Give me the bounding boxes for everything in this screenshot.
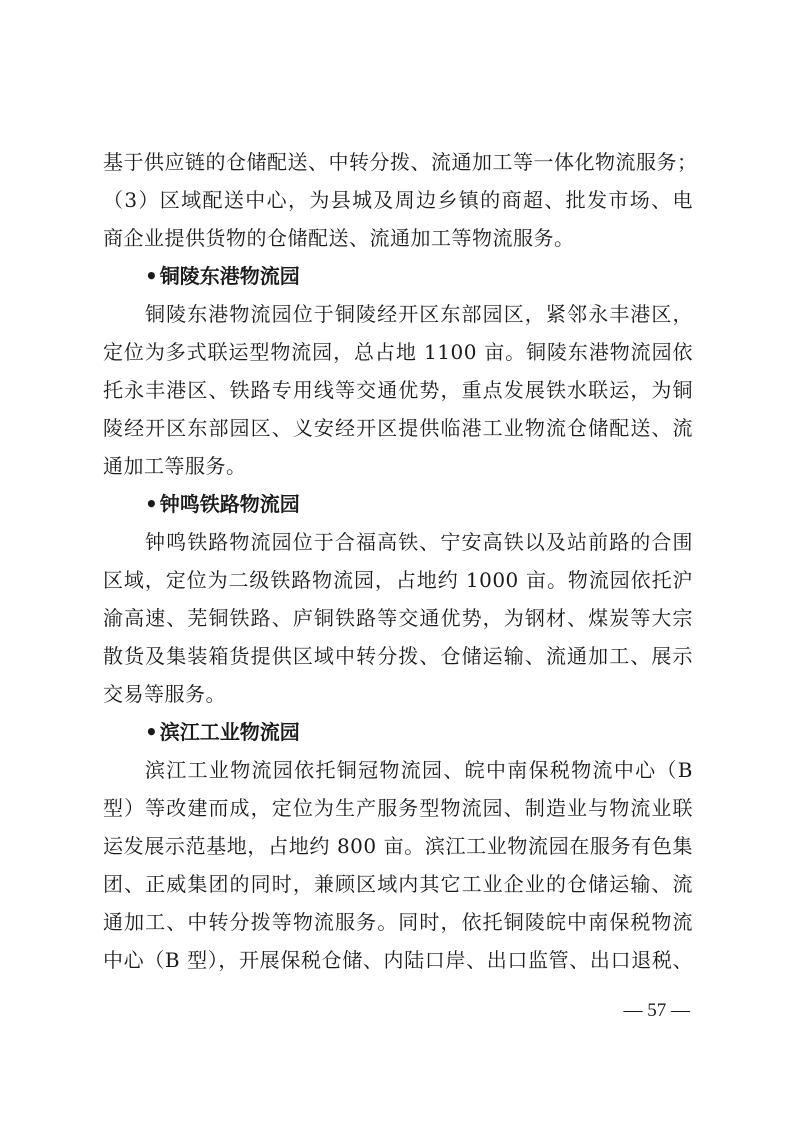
section-heading bbox=[103, 713, 693, 751]
paragraph bbox=[103, 295, 693, 485]
text-line: 渝高速、芜铜铁路、庐铜铁路等交通优势，为钢材、煤炭等大宗 bbox=[103, 606, 693, 630]
bullet-icon: • bbox=[145, 264, 158, 288]
text-line: 中心（B 型），开展保税仓储、内陆口岸、出口监管、出口退税、 bbox=[103, 948, 693, 972]
text-line: 滨江工业物流园依托铜冠物流园、皖中南保税物流中心（B bbox=[145, 758, 693, 782]
heading-text: 钟鸣铁路物流园 bbox=[159, 492, 300, 516]
heading-text: 滨江工业物流园 bbox=[159, 720, 300, 744]
section-heading bbox=[103, 485, 693, 523]
text-line: 陵经开区东部园区、义安经开区提供临港工业物流仓储配送、流 bbox=[103, 416, 693, 440]
paragraph bbox=[103, 143, 698, 257]
text-line: 铜陵东港物流园位于铜陵经开区东部园区，紧邻永丰港区， bbox=[145, 302, 693, 326]
section-heading bbox=[103, 257, 693, 295]
text-line: 通加工、中转分拨等物流服务。同时，依托铜陵皖中南保税物流 bbox=[103, 910, 693, 934]
text-line: 散货及集装箱货提供区域中转分拨、仓储运输、流通加工、展示 bbox=[103, 644, 693, 668]
text-line: 商企业提供货物的仓储配送、流通加工等物流服务。 bbox=[103, 226, 575, 250]
heading-text: 铜陵东港物流园 bbox=[159, 264, 300, 288]
text-line: 托永丰港区、铁路专用线等交通优势，重点发展铁水联运，为铜 bbox=[103, 378, 693, 402]
bullet-icon: • bbox=[145, 492, 158, 516]
text-line: 通加工等服务。 bbox=[103, 454, 247, 478]
bullet-icon: • bbox=[145, 720, 158, 744]
page-number-text: — 57 — bbox=[623, 1000, 690, 1021]
text-line: 区域，定位为二级铁路物流园，占地约 1000 亩。物流园依托沪 bbox=[103, 568, 693, 592]
text-line: 定位为多式联运型物流园，总占地 1100 亩。铜陵东港物流园依 bbox=[103, 340, 693, 364]
document-body bbox=[103, 143, 698, 979]
paragraph bbox=[103, 751, 693, 979]
text-line: 交易等服务。 bbox=[103, 682, 226, 706]
text-line: 型）等改建而成，定位为生产服务型物流园、制造业与物流业联 bbox=[103, 796, 693, 820]
text-line: 团、正威集团的同时，兼顾区域内其它工业企业的仓储运输、流 bbox=[103, 872, 693, 896]
text-line: 基于供应链的仓储配送、中转分拨、流通加工等一体化物流服务； bbox=[103, 150, 698, 174]
text-line: 钟鸣铁路物流园位于合福高铁、宁安高铁以及站前路的合围 bbox=[145, 530, 693, 554]
paragraph bbox=[103, 523, 693, 713]
text-line: （3）区域配送中心，为县城及周边乡镇的商超、批发市场、电 bbox=[103, 188, 693, 212]
page-number bbox=[0, 1000, 793, 1022]
text-line: 运发展示范基地，占地约 800 亩。滨江工业物流园在服务有色集 bbox=[103, 834, 693, 858]
